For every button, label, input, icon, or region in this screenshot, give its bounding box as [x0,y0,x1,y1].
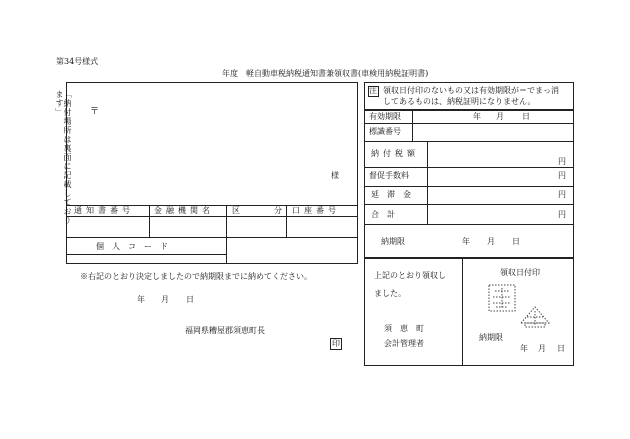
receipt-town: 須恵町 [384,324,432,333]
label-divider-top [412,110,413,141]
due-month: 月 [487,237,495,246]
personal-code-bottom [66,254,226,255]
receipt-due-label: 納期限 [479,333,503,342]
row-line-4 [364,186,574,187]
late-fee-label: 延滞金 [371,190,419,199]
tax-amount-unit: 円 [558,157,566,166]
stamp-label: 領収日付印 [500,268,540,277]
payment-location-note: 「納付場所は裏面に記載しております」 [55,90,72,225]
bank-div-1 [149,205,150,237]
notice-line-1: 領収日付印のないもの又は有効期限が＝でまっ消 [383,86,559,95]
plate-label: 標識番号 [369,127,401,136]
col-bank-name: 金融機関名 [154,206,214,215]
row-line-1 [364,123,574,124]
issuer-name: 福岡県糟屋郡須恵町長 [185,326,265,335]
label-divider-bottom [427,141,428,224]
late-fee-unit: 円 [558,190,566,199]
col-notice-number: 通知書番号 [74,206,134,215]
expiry-label: 有効期限 [369,112,401,121]
row-line-3 [364,167,574,168]
payment-notice: ※右記のとおり決定しましたので納期限までに納めてください。 [80,272,312,281]
bank-row-bottom [66,237,358,238]
reminder-fee-label: 督促手数料 [369,171,409,180]
issue-day: 日 [186,295,194,304]
notice-line-2: してあるものは、納税証明になりません。 [383,97,536,106]
personal-code-label: 個人コード [96,242,176,251]
due-day: 日 [512,237,520,246]
expiry-year: 年 [473,112,481,121]
receipt-month: 月 [538,344,546,353]
seal-mark: 印 [332,339,340,348]
receipt-year: 年 [520,344,528,353]
row-line-2 [364,141,574,142]
bank-div-3 [286,205,287,237]
receipt-day: 日 [557,344,565,353]
row-line-6 [364,224,574,225]
page-title: 年度 軽自動車税納税通知書兼領収書(車検用納税証明書) [222,69,429,78]
col-category-a: 区 [232,206,240,215]
total-label: 合計 [371,210,403,219]
row-line-5 [364,204,574,205]
postal-mark: 〒 [90,107,100,117]
issue-year: 年 [137,295,145,304]
total-unit: 円 [558,210,566,219]
col-account-number: 口座番号 [292,206,340,215]
due-date-label: 納期限 [381,237,405,246]
bank-div-2 [226,205,227,264]
expiry-month: 月 [496,112,504,121]
reminder-fee-unit: 円 [558,171,566,180]
expiry-day: 日 [522,112,530,121]
bank-header-bottom [66,216,358,217]
receipt-line-2: ました。 [374,289,406,298]
form-number: 第34号様式 [56,57,99,66]
issue-month: 月 [161,295,169,304]
receipt-divider [462,258,463,366]
col-category-b: 分 [274,206,282,215]
tax-amount-label: 納付税額 [371,149,419,158]
due-year: 年 [462,237,470,246]
receipt-line-1: 上記のとおり領収し [374,271,446,280]
receipt-manager: 会計管理者 [384,339,424,348]
honorific-sama: 様 [331,171,339,180]
receipt-stamp-mark [487,283,553,329]
chu-text: 注 [369,86,377,95]
